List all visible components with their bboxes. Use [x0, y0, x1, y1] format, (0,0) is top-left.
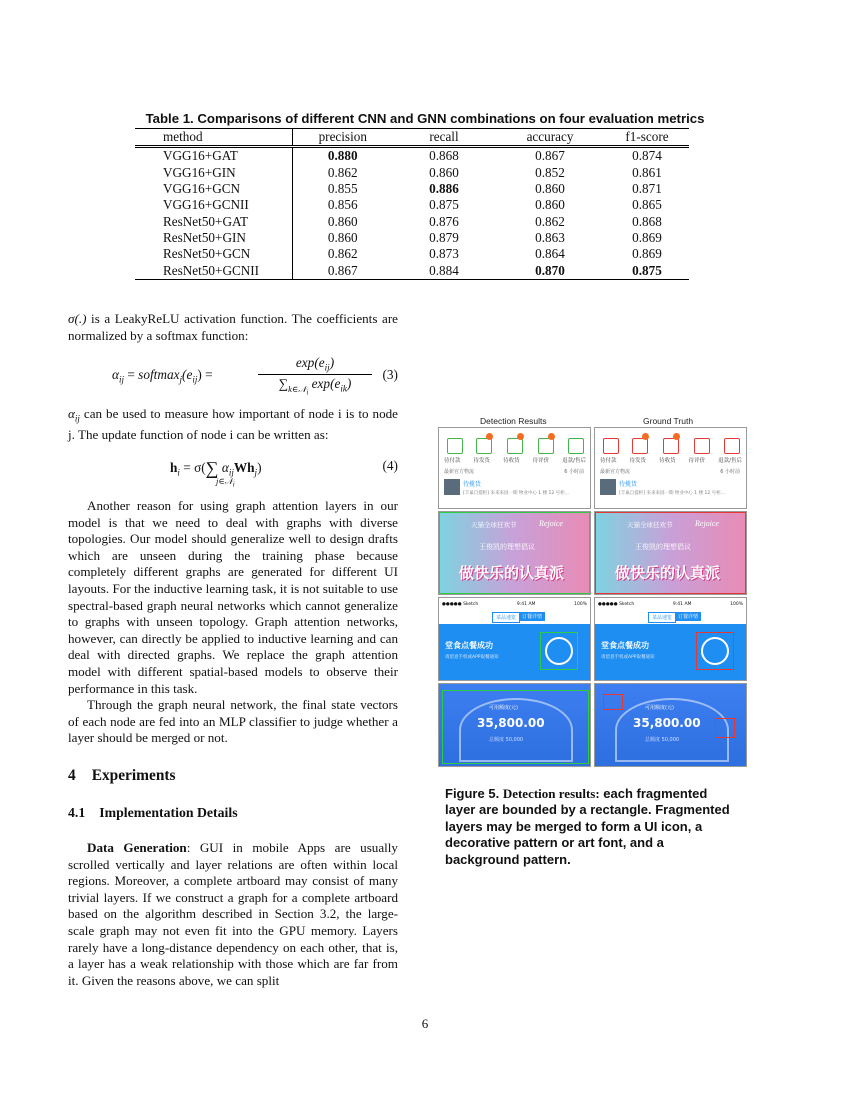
icon-label: 待付款 — [444, 458, 461, 464]
figure-caption — [445, 786, 741, 868]
product-thumbnail — [444, 479, 460, 495]
table-cell: 0.860 — [327, 213, 358, 229]
promo-banner — [594, 511, 747, 595]
table-header: recall — [393, 129, 495, 147]
review-icon — [694, 438, 710, 454]
banner-art-font: 做快乐的认真派 — [615, 564, 721, 582]
table-cell: 0.860 — [429, 164, 459, 180]
icon-label: 待付款 — [600, 458, 617, 464]
notice-status: 待揽货 — [619, 481, 638, 488]
icon-label: 待收货 — [503, 458, 520, 464]
results-table — [135, 128, 689, 280]
banner-rejoice: Rejoice — [539, 519, 563, 528]
icon-label: 待评价 — [688, 458, 706, 464]
eq-symbol: h — [170, 460, 178, 475]
table-cell: 0.868 — [429, 148, 459, 164]
product-thumbnail — [600, 479, 616, 495]
balance-label: 可用额度(元) — [645, 705, 674, 711]
caption-text: each fragmented layer are bounded by a rectangle. Fragmented layers may be merged to form a UI icon, a decorative pattern or art font, and a background pattern. — [445, 786, 730, 867]
equation-number: (4) — [382, 458, 398, 473]
badge-icon — [673, 433, 680, 440]
refund-icon — [568, 438, 584, 454]
table-cell: 0.861 — [632, 164, 662, 180]
check-circle-icon — [545, 637, 573, 665]
wallet-icon — [447, 438, 463, 454]
eq-symbol: softmax — [138, 367, 180, 382]
icon-label: 退款/售后 — [562, 458, 586, 464]
table-cell: 0.862 — [327, 246, 358, 262]
truck-icon — [663, 438, 679, 454]
table-cell: 0.869 — [632, 246, 662, 262]
table-row — [135, 197, 689, 213]
table-cell: 0.862 — [535, 213, 565, 229]
table-cell: VGG16+GAT — [135, 147, 292, 165]
eq-symbol: α — [221, 460, 229, 475]
badge-icon — [486, 433, 493, 440]
table-row — [135, 213, 689, 229]
order-title: 堂食点餐成功 — [601, 641, 649, 650]
paragraph-alpha — [68, 406, 398, 444]
fraction-bar — [258, 374, 372, 375]
section-heading — [68, 767, 176, 785]
sigma-symbol: σ(.) — [68, 311, 87, 326]
equation-3: $\alpha_{ij}$ = $softmax_j(e_{ij})$ = $\exp(e_{ij})$ $\sum_{k\in 𝒩_i}$ $\exp(e_{ik})$ (3) — [112, 355, 398, 397]
notice-title: 最新官方物流 — [600, 469, 631, 475]
subsection-number: 4.1 — [68, 805, 86, 820]
subsection-heading — [68, 805, 238, 821]
truck-icon — [507, 438, 523, 454]
sum-symbol: ∑ — [278, 376, 289, 391]
table-cell: ResNet50+GCN — [135, 246, 292, 262]
eq-denominator — [258, 376, 372, 396]
package-icon — [476, 438, 492, 454]
status-battery: 100% — [574, 601, 587, 607]
status-time: 9:41 AM — [672, 601, 692, 607]
status-time: 9:41 AM — [516, 601, 536, 607]
refund-icon — [724, 438, 740, 454]
eq-sub: ij — [324, 362, 330, 373]
eq-symbol: α — [112, 367, 119, 382]
subsection-title: Implementation Details — [99, 805, 238, 820]
eq-sub: k∈𝒩 — [288, 383, 307, 394]
banner-subtitle: 王俊凯的理想倡议 — [479, 543, 535, 551]
table-cell: 0.862 — [327, 164, 358, 180]
paragraph-bold-lead: Data Generation — [87, 840, 187, 855]
notice-time: 6 小时前 — [720, 469, 740, 475]
equation-4 — [170, 453, 398, 493]
table-cell: 0.879 — [429, 229, 459, 245]
package-icon — [632, 438, 648, 454]
eq-sub: ik — [340, 383, 347, 394]
credit-balance-panel — [594, 683, 747, 767]
status-carrier: ●●●●● Sketch — [442, 601, 479, 607]
eq-sub: i — [306, 388, 309, 397]
promo-banner — [438, 511, 591, 595]
best-value: 0.880 — [327, 148, 358, 164]
notice-time: 6 小时前 — [564, 469, 584, 475]
table-row — [135, 230, 689, 246]
balance-value: 35,800.00 — [633, 716, 701, 730]
table-cell: 0.871 — [632, 181, 662, 197]
table-cell: 0.860 — [327, 229, 358, 245]
notice-text: [丰巢自提柜] 来来来园一期 物业中心 1 楼 12 号柜... — [619, 491, 725, 496]
table-cell: 0.876 — [429, 213, 459, 229]
table-cell: 0.852 — [535, 164, 565, 180]
paragraph-text: : GUI in mobile Apps are usually scrolled vertically and layer relations are often within local regions. Moreover, a complete artboard may consist of many trivial layers. If we construct a graph for a complete artboard based on the algorithm described in Section 3.2, the large-scale graph may not even fit into the GPU memory. Layers rarely have a long-distance dependency on each other, that is, a layer has a weak relationship with those which are far from it. Given the reasons above, we can split — [68, 840, 398, 988]
icon-label: 待评价 — [532, 458, 550, 464]
tab-menu-preview: 菜品速览 — [648, 612, 676, 623]
table-cell: 0.868 — [632, 213, 662, 229]
order-success-panel — [594, 597, 747, 681]
table-cell: 0.865 — [632, 197, 662, 213]
table-cell: 0.855 — [327, 181, 358, 197]
check-circle-icon — [701, 637, 729, 665]
balance-value: 35,800.00 — [477, 716, 545, 730]
table-row — [135, 147, 689, 165]
paragraph-gat-reason: Another reason for using graph attention layers in our model is that we need to deal with graphs with diverse topologies. Our model should generalize well to design drafts which are unseen during the training phase because completely different graphs are generated for different UI layouts. For the inductive learning task, it is not suitable to use spectral-based graph neural networks which cannot generalize to graphs with unseen topology. Graph attention networks, however, can directly be applied to inductive learning and can deal with directed graphs. We replace the graph attention model with different spatial-based models to observe their performance in this task. — [68, 498, 398, 696]
table-header-row — [135, 129, 689, 147]
banner-rejoice: Rejoice — [695, 519, 719, 528]
best-value: 0.870 — [535, 262, 565, 278]
table-header: method — [135, 129, 292, 147]
banner-subtitle: 王俊凯的理想倡议 — [635, 543, 691, 551]
detection-box — [442, 690, 589, 764]
status-battery: 100% — [730, 601, 743, 607]
paragraph-text: is a LeakyReLU activation function. The coefficients are normalized by a softmax function: — [68, 311, 398, 343]
notice-text: [丰巢自提柜] 来来来园一期 物业中心 1 楼 12 号柜... — [463, 491, 569, 496]
badge-icon — [517, 433, 524, 440]
table-cell — [292, 147, 393, 165]
eq-sub: ij — [228, 467, 234, 478]
table-cell — [495, 262, 605, 279]
table-cell: 0.867 — [535, 148, 565, 164]
review-icon — [538, 438, 554, 454]
balance-total: 总额度 50,000 — [489, 737, 524, 743]
section-number: 4 — [68, 767, 76, 784]
eq-sub: j — [179, 374, 183, 385]
ground-truth-box — [603, 694, 623, 710]
banner-brand: 天猫全球狂欢节 — [627, 521, 673, 529]
table-cell: 0.863 — [535, 229, 565, 245]
eq-sub: ij — [118, 374, 124, 385]
paragraph-leakyrelu — [68, 311, 398, 344]
table-cell: ResNet50+GAT — [135, 213, 292, 229]
alpha-symbol: α — [68, 406, 75, 421]
ground-truth-panel — [594, 427, 747, 765]
eq-symbol: = σ( — [179, 460, 206, 475]
table-cell: ResNet50+GIN — [135, 230, 292, 246]
table-cell: ResNet50+GCNII — [135, 262, 292, 279]
eq-sub: i — [232, 480, 235, 489]
table-header: accuracy — [495, 129, 605, 147]
eq-symbol: ) — [257, 460, 262, 475]
table-cell: 0.864 — [535, 246, 565, 262]
paragraph-text: can be used to measure how important of node i is to node j. The update function of node i can be written as: — [68, 406, 398, 443]
table-cell: 0.874 — [632, 148, 662, 164]
table-cell: 0.869 — [632, 229, 662, 245]
table-cell: VGG16+GCN — [135, 181, 292, 197]
tab-order-details: 订餐详情 — [519, 612, 545, 621]
equation-number: (3) — [382, 367, 398, 382]
banner-art-font: 做快乐的认真派 — [459, 564, 565, 582]
badge-icon — [548, 433, 555, 440]
eq-symbol: exp(e — [295, 355, 325, 370]
wallet-icon — [603, 438, 619, 454]
page-number: 6 — [421, 1016, 429, 1031]
eq-symbol: (e — [182, 367, 193, 382]
order-status-strip — [438, 427, 591, 509]
credit-balance-panel — [438, 683, 591, 767]
table-row — [135, 165, 689, 181]
table-cell — [393, 181, 495, 197]
tab-menu-preview: 菜品速览 — [492, 612, 520, 623]
paragraph-data-generation — [68, 840, 398, 989]
table-header: precision — [292, 129, 393, 147]
eq-symbol: ) — [329, 355, 335, 370]
tab-order-details: 订餐详情 — [675, 612, 701, 621]
icon-label: 待发货 — [473, 458, 491, 464]
caption-lead: Detection results: — [502, 786, 600, 801]
notice-status: 待揽货 — [463, 481, 482, 488]
table-row — [135, 262, 689, 279]
eq-symbol: ) — [346, 376, 352, 391]
figure-number: Figure 5. — [445, 786, 500, 801]
figure-label-detection: Detection Results — [480, 416, 547, 426]
order-success-panel — [438, 597, 591, 681]
best-value: 0.886 — [429, 181, 459, 197]
table-header: f1-score — [605, 129, 689, 147]
detection-results-panel — [438, 427, 591, 765]
table-cell: 0.867 — [292, 262, 393, 279]
table-cell: 0.873 — [429, 246, 459, 262]
badge-icon — [642, 433, 649, 440]
balance-label: 可用额度(元) — [489, 705, 518, 711]
order-status-strip — [594, 427, 747, 509]
icon-label: 待收货 — [659, 458, 676, 464]
order-subtitle: 请留意手机或APP取餐通知 — [445, 655, 499, 660]
banner-brand: 天猫全球狂欢节 — [471, 521, 517, 529]
eq-sub: j — [254, 467, 258, 478]
notice-title: 最新官方物流 — [444, 469, 475, 475]
figure-label-ground-truth: Ground Truth — [643, 416, 694, 426]
order-title: 堂食点餐成功 — [445, 641, 493, 650]
paragraph-mlp: Through the graph neural network, the final state vectors of each node are fed into an MLP classifier to judge whether a layer should be merged or not. — [68, 697, 398, 746]
eq-sub: ij — [192, 374, 198, 385]
eq-sub: j∈𝒩 — [216, 476, 233, 486]
icon-label: 待发货 — [629, 458, 647, 464]
eq-numerator — [260, 355, 370, 373]
sum-subscript — [216, 476, 235, 489]
table-row — [135, 246, 689, 262]
best-value: 0.875 — [632, 262, 662, 278]
table-cell: 0.884 — [393, 262, 495, 279]
table-cell: 0.856 — [327, 197, 358, 213]
table-caption: Table 1. Comparisons of different CNN and GNN combinations on four evaluation metrics — [145, 111, 705, 126]
eq-symbol: Wh — [233, 460, 255, 475]
eq-sub: i — [177, 467, 180, 478]
eq-symbol: ) = — [197, 367, 213, 382]
table-cell: 0.875 — [429, 197, 459, 213]
table-cell: VGG16+GCNII — [135, 197, 292, 213]
balance-total: 总额度 50,000 — [645, 737, 680, 743]
table-cell: 0.860 — [535, 197, 565, 213]
table-cell — [605, 262, 689, 279]
section-title: Experiments — [91, 767, 176, 784]
table-row — [135, 181, 689, 197]
eq-symbol: exp(e — [308, 376, 341, 391]
eq-sub: ij — [74, 413, 80, 424]
ground-truth-box — [715, 718, 735, 738]
status-carrier: ●●●●● Sketch — [598, 601, 635, 607]
order-subtitle: 请留意手机或APP取餐通知 — [601, 655, 655, 660]
sum-symbol: ∑ — [205, 458, 219, 478]
table-cell: 0.860 — [535, 181, 565, 197]
icon-label: 退款/售后 — [718, 458, 742, 464]
table-cell: VGG16+GIN — [135, 165, 292, 181]
